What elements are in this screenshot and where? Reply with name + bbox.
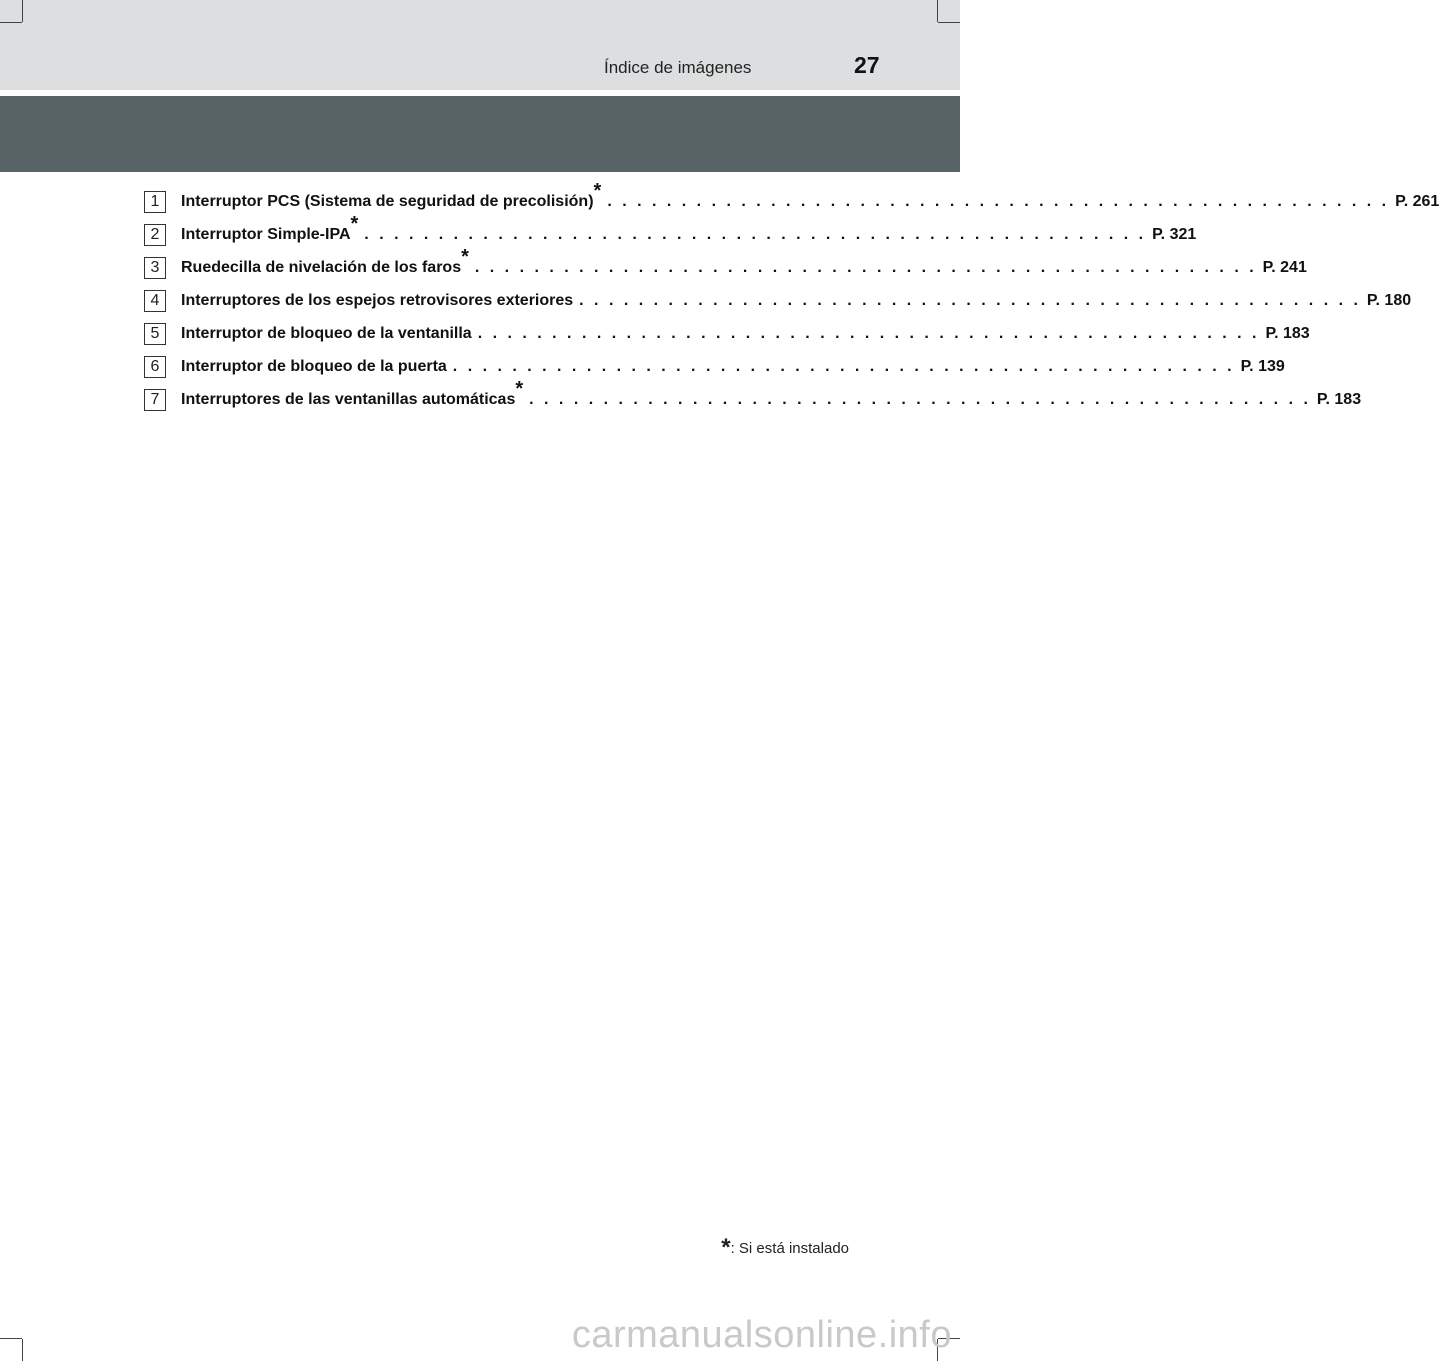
asterisk-icon: * (593, 180, 602, 203)
page-number: 27 (854, 52, 880, 78)
entry-page-ref[interactable]: P. 261 (1395, 192, 1439, 210)
crop-mark (938, 22, 960, 23)
entry-number-badge: 6 (144, 356, 166, 378)
crop-mark (0, 1338, 22, 1339)
entry-page-ref[interactable]: P. 180 (1366, 291, 1412, 309)
entry-number-badge: 1 (144, 191, 166, 213)
asterisk-icon: * (350, 213, 359, 236)
index-entry[interactable] (144, 213, 1197, 251)
entry-number-badge: 7 (144, 389, 166, 411)
section-title: Índice de imágenes (604, 58, 752, 77)
entry-label: Interruptor PCS (Sistema de seguridad de precolisión)* (181, 180, 602, 210)
asterisk-icon: * (461, 246, 469, 269)
index-entry[interactable] (144, 350, 1285, 383)
index-entry[interactable] (144, 284, 1412, 317)
dot-leader: . . . . . . . . . . . . . . . . . . . . . . . . . . . . . . . . . . . . . . . . . . . . . . . . . . . . . (579, 291, 1361, 309)
crop-mark (0, 22, 22, 23)
asterisk-icon: * (721, 1234, 731, 1261)
entry-label: Interruptores de las ventanillas automáticas* (181, 378, 524, 408)
header-band (0, 0, 960, 90)
crop-mark (22, 0, 23, 22)
entry-label: Ruedecilla de nivelación de los faros* (181, 246, 469, 276)
dot-leader: . . . . . . . . . . . . . . . . . . . . . . . . . . . . . . . . . . . . . . . . . . . . . . . . . . . . . (474, 258, 1257, 276)
entry-page-ref[interactable]: P. 183 (1316, 390, 1362, 408)
entry-number-badge: 5 (144, 323, 166, 345)
index-entry[interactable] (144, 378, 1362, 416)
watermark: carmanualsonline.info (571, 1314, 952, 1356)
footnote-text: : Si está instalado (730, 1240, 849, 1257)
entry-page-ref[interactable]: P. 183 (1265, 324, 1310, 342)
entry-label: Interruptor de bloqueo de la ventanilla (181, 324, 472, 342)
crop-mark (937, 0, 938, 22)
index-entry[interactable] (144, 317, 1310, 350)
index-entry-list (144, 180, 1439, 416)
entry-number-badge: 2 (144, 224, 166, 246)
section-banner (0, 96, 960, 172)
asterisk-icon: * (515, 378, 524, 401)
entry-label: Interruptor Simple-IPA* (181, 213, 359, 243)
footnote (721, 1234, 849, 1262)
entry-label: Interruptores de los espejos retrovisores exteriores (181, 291, 574, 309)
dot-leader: . . . . . . . . . . . . . . . . . . . . . . . . . . . . . . . . . . . . . . . . . . . . . . . . . . . . . (452, 357, 1235, 375)
entry-number-badge: 4 (144, 290, 166, 312)
entry-page-ref[interactable]: P. 139 (1240, 357, 1285, 375)
entry-page-ref[interactable]: P. 241 (1262, 258, 1307, 276)
dot-leader: . . . . . . . . . . . . . . . . . . . . . . . . . . . . . . . . . . . . . . . . . . . . . . . . . . . . . (477, 324, 1260, 342)
index-entry[interactable] (144, 246, 1307, 284)
crop-mark (22, 1339, 23, 1361)
dot-leader: . . . . . . . . . . . . . . . . . . . . . . . . . . . . . . . . . . . . . . . . . . . . . . . . . . . . . (364, 225, 1147, 243)
entry-number-badge: 3 (144, 257, 166, 279)
dot-leader: . . . . . . . . . . . . . . . . . . . . . . . . . . . . . . . . . . . . . . . . . . . . . . . . . . . . . (529, 390, 1311, 408)
entry-page-ref[interactable]: P. 321 (1152, 225, 1197, 243)
index-entry[interactable] (144, 180, 1439, 218)
dot-leader: . . . . . . . . . . . . . . . . . . . . . . . . . . . . . . . . . . . . . . . . . . . . . . . . . . . . . (607, 192, 1390, 210)
entry-label: Interruptor de bloqueo de la puerta (181, 357, 447, 375)
